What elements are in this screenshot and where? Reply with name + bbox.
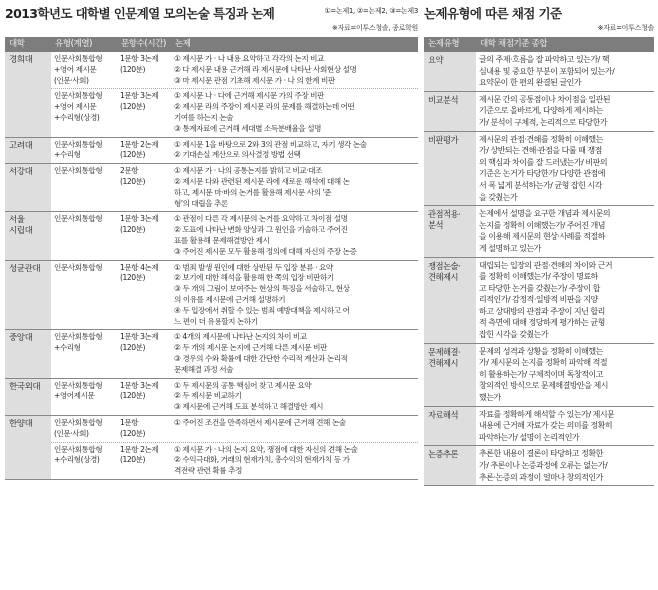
question-count-line: 1문항 3논제 [120,380,159,390]
topic-line: ② 두 개의 제시문 논지에 근거해 다른 제시문 비판 [174,343,327,353]
essay-type-cell [51,52,117,88]
topic-cell [171,379,418,415]
criteria-row [424,92,654,132]
university-name-line: 한양대 [9,418,33,429]
question-count-line: (120분) [120,428,146,438]
essay-type-label [424,52,476,91]
topic-cell [171,330,418,377]
topic-line: ③ 주어진 제시문 모두 활용해 정의에 대해 자신의 주장 논증 [174,246,357,256]
question-count-line: 1문항 [120,417,139,427]
university-name-line: 한국외대 [9,381,41,392]
criteria-line: 심내용 및 중요한 부분이 포함되어 있는가/ [479,66,615,76]
essay-type-label-line: 분석 [428,220,444,231]
university-name [5,138,51,164]
criteria-line: 문제의 성격과 상황을 정확히 이해했는 [479,346,603,356]
university-name [5,52,51,137]
essay-type-line: 인문사회통합형 [54,91,103,101]
topic-line: ② 보기에 대한 해석을 활용해 한 쪽의 입장 비판하기 [174,273,334,283]
topic-cell [171,52,418,88]
essay-type-cell [51,89,117,136]
criteria-row [424,132,654,207]
essay-type-line: 인문사회통합형 [54,380,103,390]
essay-type-label [424,206,476,256]
question-count-cell [117,89,171,136]
question-count-line: (120분) [120,176,146,186]
question-count-line: (120분) [120,343,146,353]
criteria-line: 하고 상대방의 관점과 주장이 지닌 합리 [479,306,605,316]
university-name [5,261,51,330]
table-row [51,416,418,443]
question-count-cell [117,164,171,211]
header-type: 유형(계열) [55,39,93,49]
criteria-text [476,206,654,256]
right-panel [424,4,654,486]
university-block [5,52,418,138]
table-row [51,164,418,211]
criteria-row [424,52,654,92]
table-row [51,443,418,479]
topic-line: ② 기대손실 계산으로 의사결정 방법 선택 [174,150,301,160]
criteria-line: 가/ 분석이 구체적, 논리적으로 타당한가 [479,117,608,127]
criteria-table [424,52,654,486]
topic-line: ① 주어진 조건을 만족하면서 제시문에 근거해 견해 논술 [174,417,346,427]
question-count-line: (120분) [120,455,146,465]
essay-type-label [424,407,476,446]
criteria-line: 요약문이 한 편의 완결된 글인가 [479,78,582,88]
university-name [5,416,51,479]
topic-line: ③ 두 개의 그림이 보여주는 현상의 특징을 서술하고, 현상 [174,284,350,294]
criteria-text [476,52,654,91]
university-rows [51,416,418,479]
criteria-line: 제시문 간의 공통점이나 차이점을 일관된 [479,94,611,104]
essay-type-label-line: 요약 [428,55,444,65]
criteria-text [476,407,654,446]
criteria-line: 기준은 논거가 타당한가/ 다양한 관점에 [479,169,606,179]
topic-line: ② 도표에 나타난 변화 양상과 그 원인을 기술하고 주어진 [174,225,348,235]
university-name-line: 성균관대 [9,263,41,274]
header-university: 대학 [9,39,25,49]
university-rows [51,330,418,377]
criteria-line: 대립되는 입장의 관점·견해의 차이와 근거 [479,260,613,270]
criteria-line: 게 설명하고 있는가 [479,243,541,253]
university-name [5,164,51,211]
criteria-line: 가/ 상반되는 견해·관점을 다룰 때 쟁점 [479,146,602,156]
essay-type-label-line: 논증추론 [428,449,459,460]
topic-line: ① 제시문 1을 바탕으로 2와 3의 관점 비교하고, 자기 생각 논술 [174,139,367,149]
essay-type-cell [51,379,117,415]
header-essay-type: 논제유형 [428,39,460,49]
topic-line: ② 제시문 다와 관련된 제시문 라에 새로운 해석에 대해 논 [174,176,350,186]
question-count-line: 1문항 3논제 [120,54,159,63]
essay-type-line: +영어 제시문 [54,102,97,112]
right-title: 논제유형에 따른 채점 기준 [424,6,562,21]
topic-line: ① 범죄 발생 원인에 대한 상반된 두 입장 분류 · 요약 [174,262,333,272]
university-name-line: 서울 [9,215,25,226]
essay-type-label-line: 견해제시 [428,271,459,282]
topic-cell [171,261,418,330]
essay-type-label-line: 쟁점논술· [428,260,461,271]
essay-type-label [424,258,476,343]
topic-line: ② 다 제시문 내용 근거해 라 제시문에 나타난 사회현상 설명 [174,64,357,74]
topic-line: ① 제시문 가 · 나의 논지 요약, 쟁점에 대한 자신의 견해 논술 [174,444,358,454]
table-row [51,330,418,377]
right-header-row [424,37,654,52]
question-count-line: (120분) [120,225,146,235]
topic-line: ③ 제시문에 근거해 도표 분석하고 해결방안 제시 [174,402,323,412]
criteria-line: 논제에서 설명을 요구한 개념과 제시문의 [479,209,611,219]
criteria-text [476,92,654,131]
essay-type-cell [51,164,117,211]
table-row [51,212,418,259]
left-title: 2013학년도 대학별 인문계열 모의논술 특징과 논제 [5,6,275,21]
question-count-line: (120분) [120,150,146,160]
essay-type-line: 인문사회통합형 [54,444,103,454]
topic-line: 형'의 대립을 추론 [174,198,228,208]
question-count-cell [117,212,171,259]
question-count-cell [117,52,171,88]
criteria-line: 논지를 정확히 이해했는가/ 주어진 개념 [479,220,606,230]
topic-cell [171,89,418,136]
topic-line: ① 관점이 다른 각 제시문의 논거를 요약하고 차이점 설명 [174,214,348,224]
question-count-line: (120분) [120,273,146,283]
criteria-line: 기준으로 올바르게, 다양하게 제시하는 [479,106,603,116]
topic-line: ③ 마 제시문 관점 기초해 제시문 가 · 나 의 한계 비판 [174,75,335,85]
essay-type-cell [51,416,117,442]
table-row [51,52,418,89]
essay-type-cell [51,261,117,330]
criteria-line: 자료를 정확하게 해석할 수 있는가/ 제시문 [479,409,615,419]
essay-type-line: 인문사회통합형 [54,332,103,342]
topic-line: 기여를 하는지 논술 [174,112,234,122]
essay-type-cell [51,443,117,479]
topic-cell [171,212,418,259]
criteria-line: 내용에 근거해 자료가 갖는 의미를 정확히 [479,421,613,431]
essay-type-line: +수리형 [54,343,81,353]
criteria-row [424,344,654,407]
header-topic: 논제 [175,39,191,49]
criteria-line: 제시문의 관점·견해를 정확히 이해했는 [479,134,603,144]
university-block [5,330,418,378]
criteria-line: 창의적인 방식으로 문제해결방안을 제시 [479,381,609,391]
topic-line: ③ 통계자료에 근거해 세대별 소득분배율을 설명 [174,123,322,133]
criteria-text [476,132,654,206]
university-name-line: 경희대 [9,55,33,65]
essay-type-label-line: 비교분석 [428,94,459,105]
university-rows [51,261,418,330]
criteria-line: 적 측면에 대해 정당하게 평가하는 균형 [479,318,605,328]
topic-line: ① 4개의 제시문에 나타난 논지의 차이 비교 [174,332,307,342]
criteria-line: 잡힌 시각을 갖췄는가 [479,330,549,340]
essay-type-label-line: 견해제시 [428,357,459,368]
essay-type-cell [51,138,117,164]
essay-type-line: +수리형(상경) [54,112,100,122]
essay-type-line: +수리형 [54,150,81,160]
question-count-cell [117,443,171,479]
essay-type-label [424,92,476,131]
criteria-line: 추론·논증의 과정이 얼마나 창의적인가 [479,472,603,482]
university-block [5,379,418,416]
question-count-cell [117,330,171,377]
university-name-line: 시립대 [9,226,33,237]
criteria-line: 가/ 제시문의 논지를 정확히 파악해 적절 [479,358,608,368]
header-questions: 문항수(시간) [121,39,166,49]
essay-type-line: 인문사회통합형 [54,166,103,176]
topic-line: 의 이유를 제시문에 근거해 설명하기 [174,294,286,304]
criteria-row [424,407,654,447]
question-count-line: 1문항 4논제 [120,262,159,272]
criteria-line: 파악하는가/ 설명이 논리적인가 [479,432,580,442]
criteria-row [424,258,654,344]
university-rows [51,212,418,259]
university-name [5,330,51,377]
question-count-cell [117,261,171,330]
question-count-line: (120분) [120,64,146,74]
criteria-text [476,344,654,406]
topic-line: ② 두 제시문 비교하기 [174,391,242,401]
question-count-line: 1문항 2논제 [120,139,159,149]
university-block [5,164,418,212]
question-count-line: 1문항 3논제 [120,332,159,342]
topic-line: ④ 두 입장에서 취할 수 있는 범죄 예방대책을 제시하고 어 [174,305,350,315]
essay-type-line: 인문사회통합형 [54,262,103,272]
topic-line: ③ 경우의 수와 확률에 대한 간단한 수리적 계산과 논리적 [174,353,348,363]
topic-line: 하고, 제시문 마·바의 논거를 활용해 제시문 사의 '준 [174,187,332,197]
essay-type-line: (인문·사회) [54,75,89,85]
university-name [5,379,51,415]
table-row [51,261,418,330]
essay-type-label-line: 비판평가 [428,134,459,145]
criteria-line: 서 폭 넓게 분석하는가/ 균형 잡힌 시각 [479,180,602,190]
university-rows [51,164,418,211]
question-count-line: (120분) [120,102,146,112]
criteria-line: 리적인가/ 감정적·일방적 비판을 지양 [479,295,598,305]
essay-type-line: +영어 제시문 [54,64,97,74]
university-rows [51,138,418,164]
topic-line: ① 두 제시문의 공통 핵심어 찾고 제시문 요약 [174,380,312,390]
left-header-row [5,37,418,52]
criteria-line: 의 핵심과 차이를 잘 드러냈는가/ 비판의 [479,157,608,167]
topic-line: ① 제시문 가 · 나 내용 요약하고 각각의 논지 비교 [174,54,324,63]
question-count-cell [117,379,171,415]
question-count-line: 1문항 2논제 [120,444,159,454]
question-count-line: (120분) [120,391,146,401]
essay-type-line: 인문사회통합형 [54,54,103,63]
criteria-row [424,446,654,486]
topic-line: ① 제시문 가 · 나의 공통논지를 밝히고 비교·대조 [174,166,322,176]
legend-note: ①=논제1, ②=논제2, ③=논제3 [324,7,418,15]
essay-type-line: (인문·사회) [54,428,89,438]
criteria-line: 고 타당한 논거를 갖췄는가/ 주장이 합 [479,283,600,293]
essay-type-label-line: 자료해석 [428,409,459,420]
topic-cell [171,138,418,164]
topic-line: 격전략 관련 확률 추정 [174,466,242,476]
topic-line: 느 편이 더 유용할지 논하기 [174,316,258,326]
essay-type-line: +영어제시문 [54,391,95,401]
question-count-line: 1문항 3논제 [120,214,159,224]
university-block [5,138,418,165]
criteria-line: 추론한 내용이 결론이 타당하고 정확한 [479,449,603,459]
university-rows [51,52,418,137]
criteria-line: 했는가 [479,393,501,403]
criteria-line: 를 정확히 이해했는가/ 주장이 명료하 [479,272,598,282]
question-count-line: 2문항 [120,166,139,176]
topic-line: ② 수익극대화, 거래의 현재가치, 총수익의 현재가치 등 가 [174,455,350,465]
table-row [51,89,418,136]
question-count-cell [117,416,171,442]
criteria-line: 을 갖췄는가 [479,192,518,202]
essay-type-line: 인문사회통합형 [54,139,103,149]
criteria-line: 글의 주제·흐름을 잘 파악하고 있는가/ 핵 [479,55,610,64]
university-name-line: 서강대 [9,167,33,178]
topic-line: 문제해결 과정 서술 [174,364,234,374]
university-name-line: 고려대 [9,140,33,151]
university-name-line: 중앙대 [9,333,33,344]
topic-cell [171,416,418,442]
essay-type-line: +수리형(상경) [54,455,100,465]
criteria-text [476,446,654,485]
topic-cell [171,164,418,211]
table-row [51,379,418,415]
essay-type-cell [51,330,117,377]
essay-type-label [424,344,476,406]
topic-line: 표를 활용해 문제해결방안 제시 [174,235,270,245]
university-name [5,212,51,259]
university-rows [51,379,418,415]
left-panel [5,4,418,480]
essay-type-line: 인문사회통합형 [54,214,103,224]
essay-type-label-line: 문제해결· [428,346,461,357]
essay-type-label [424,132,476,206]
criteria-text [476,258,654,343]
question-count-cell [117,138,171,164]
university-block [5,212,418,260]
topic-cell [171,443,418,479]
essay-type-label-line: 관점적용· [428,209,461,220]
criteria-line: 을 이용해 제시문의 현상·사례를 적절하 [479,232,605,242]
university-block [5,416,418,480]
essay-type-cell [51,212,117,259]
essay-type-line: 인문사회통합형 [54,417,103,427]
header-criteria: 대학 채점기준 종합 [480,39,548,49]
question-count-line: 1문항 3논제 [120,91,159,101]
criteria-line: 히 활용하는가/ 구체적이며 독창적이고 [479,369,603,379]
university-table [5,52,418,480]
left-source: ※자료=이투스청솔, 종로학원 [331,24,418,32]
topic-line: ② 제시문 라의 주장이 제시문 라의 문제를 해결하는데 어떤 [174,102,355,112]
university-block [5,261,418,331]
right-source: ※자료=이투스청솔 [597,24,654,32]
criteria-row [424,206,654,257]
topic-line: ① 제시문 나 · 다에 근거해 제시문 가의 주장 비판 [174,91,324,101]
criteria-line: 가/ 추론이나 논증과정에 오류는 없는가/ [479,461,608,470]
table-row [51,138,418,164]
essay-type-label [424,446,476,485]
